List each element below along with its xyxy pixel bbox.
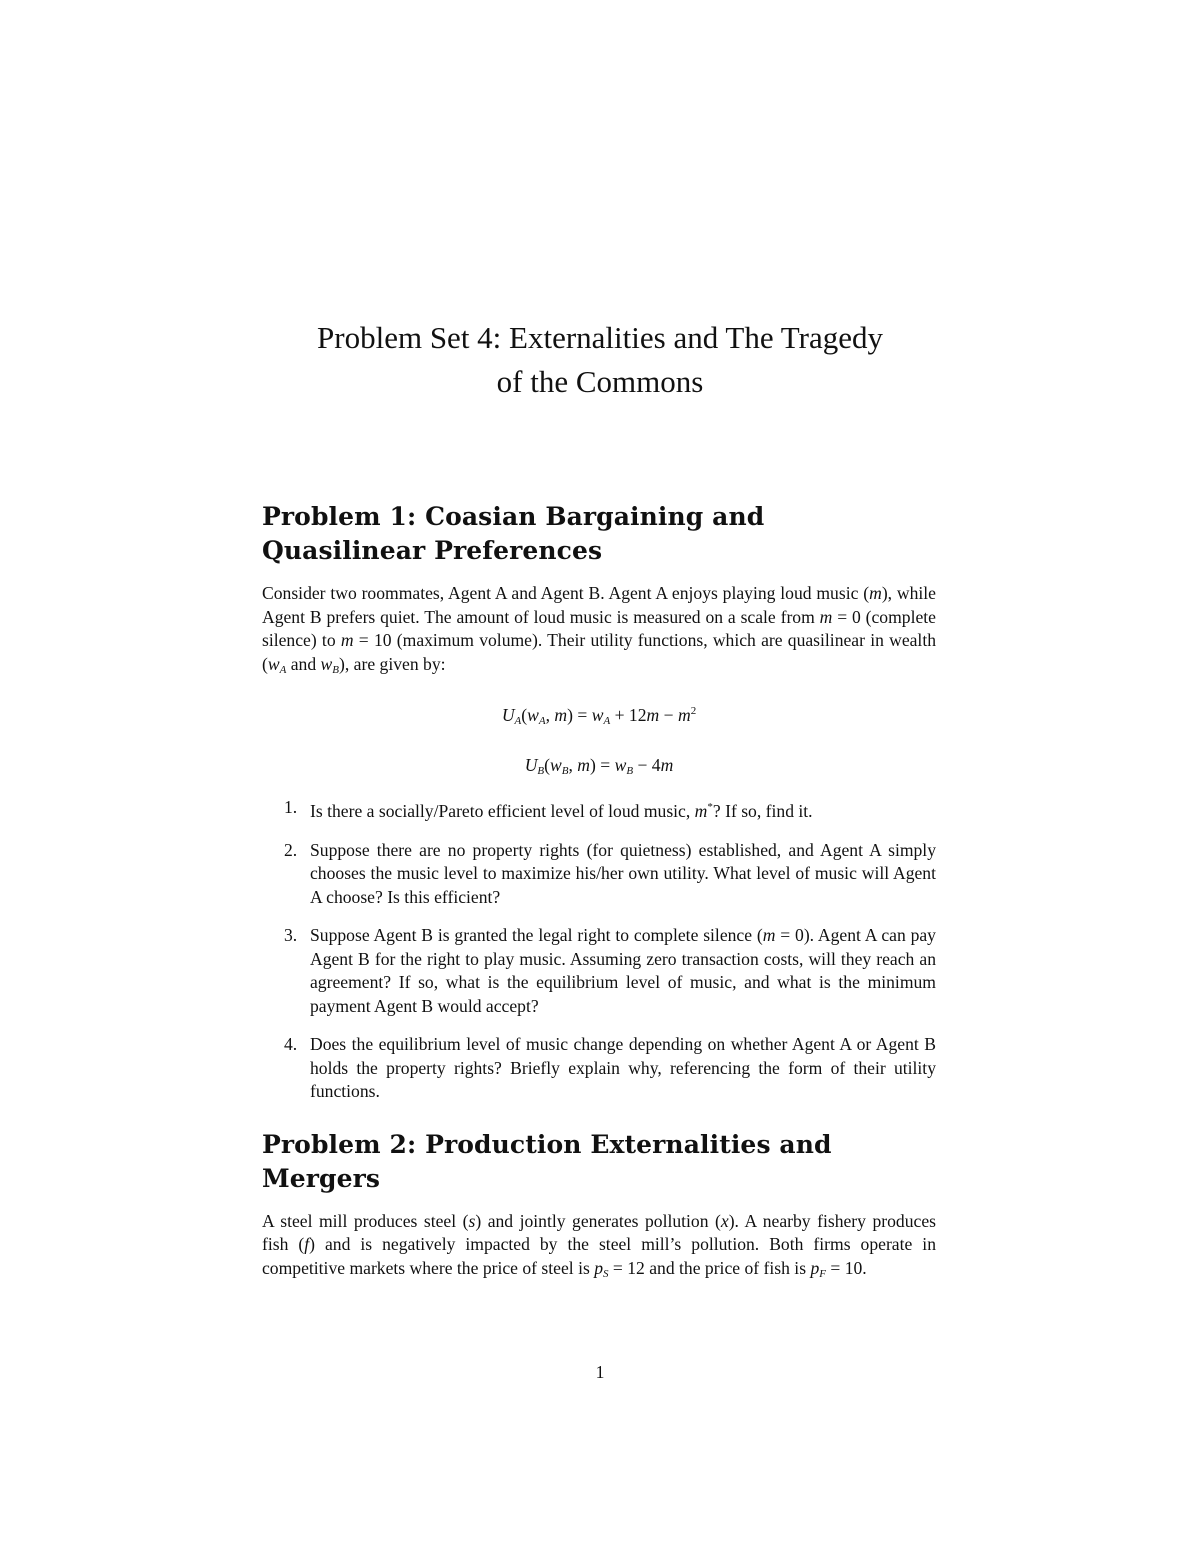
utility-equations: [262, 700, 936, 782]
problem-1-intro: Consider two roommates, Agent A and Agent B. Agent A enjoys playing loud music (m), while Agent B prefers quiet. The amount of loud music is measured on a scale from m = 0 (complete silence) to m = 10 (maximum volume). Their utility functions, which are quasilinear in wealth ($w_A$ and $w_B$), are given by:: [262, 583, 937, 676]
question-item: 4. Does the equilibrium level of music change depending on whether Agent A or Agent B holds the property rights? Briefly explain why, referencing the form of their utility functions.: [284, 1034, 936, 1101]
document-title: [200, 316, 1000, 404]
question-number: 2.: [284, 839, 298, 860]
page-number: 1: [595, 1362, 605, 1382]
question-item: 3. Suppose Agent B is granted the legal right to complete silence (m = 0). Agent A can pay Agent B for the right to play music. Assuming zero transaction costs, will they reach an agreement? If so, what is the equilibrium level of music, and what is the minimum payment Agent B would accept?: [284, 925, 936, 1016]
problem-1-heading: Problem 1: Coasian Bargaining and Quasilinear Preferences: [262, 502, 765, 565]
problem-2-section: [262, 1128, 936, 1287]
problem-2-intro: A steel mill produces steel (s) and jointly generates pollution (x). A nearby fishery produces fish (f) and is negatively impacted by the steel mill’s pollution. Both firms operate in competitive markets where the price of steel is $p_S = 12$ and the price of fish is $p_F = 10$.: [262, 1210, 936, 1280]
question-number: 4.: [284, 1034, 298, 1054]
problem-1-section: [262, 500, 936, 1104]
title-line-1: Problem Set 4: Externalities and The Tragedy: [317, 320, 883, 355]
question-item: 1. Is there a socially/Pareto efficient level of loud music, m*? If so, find it.: [284, 797, 813, 821]
title-line-2: of the Commons: [496, 364, 704, 399]
problem-2-heading: Problem 2: Production Externalities and Mergers: [262, 1129, 832, 1193]
question-number: 3.: [284, 925, 298, 945]
document-body: [262, 500, 936, 1286]
utility-equation-a: $U_A(w_A$, $m) = w_A + 12m - m^2$: [501, 705, 697, 727]
question-number: 1.: [284, 797, 298, 817]
utility-equation-b: $U_B(w_B$, $m) = w_B - 4m$: [524, 755, 674, 777]
question-item: 2. Suppose there are no property rights (for quietness) established, and Agent A simply chooses the music level to maximize his/her own utility. What level of music will Agent A choose? Is this efficient?: [284, 839, 936, 907]
problem-1-questions: [262, 796, 936, 1104]
